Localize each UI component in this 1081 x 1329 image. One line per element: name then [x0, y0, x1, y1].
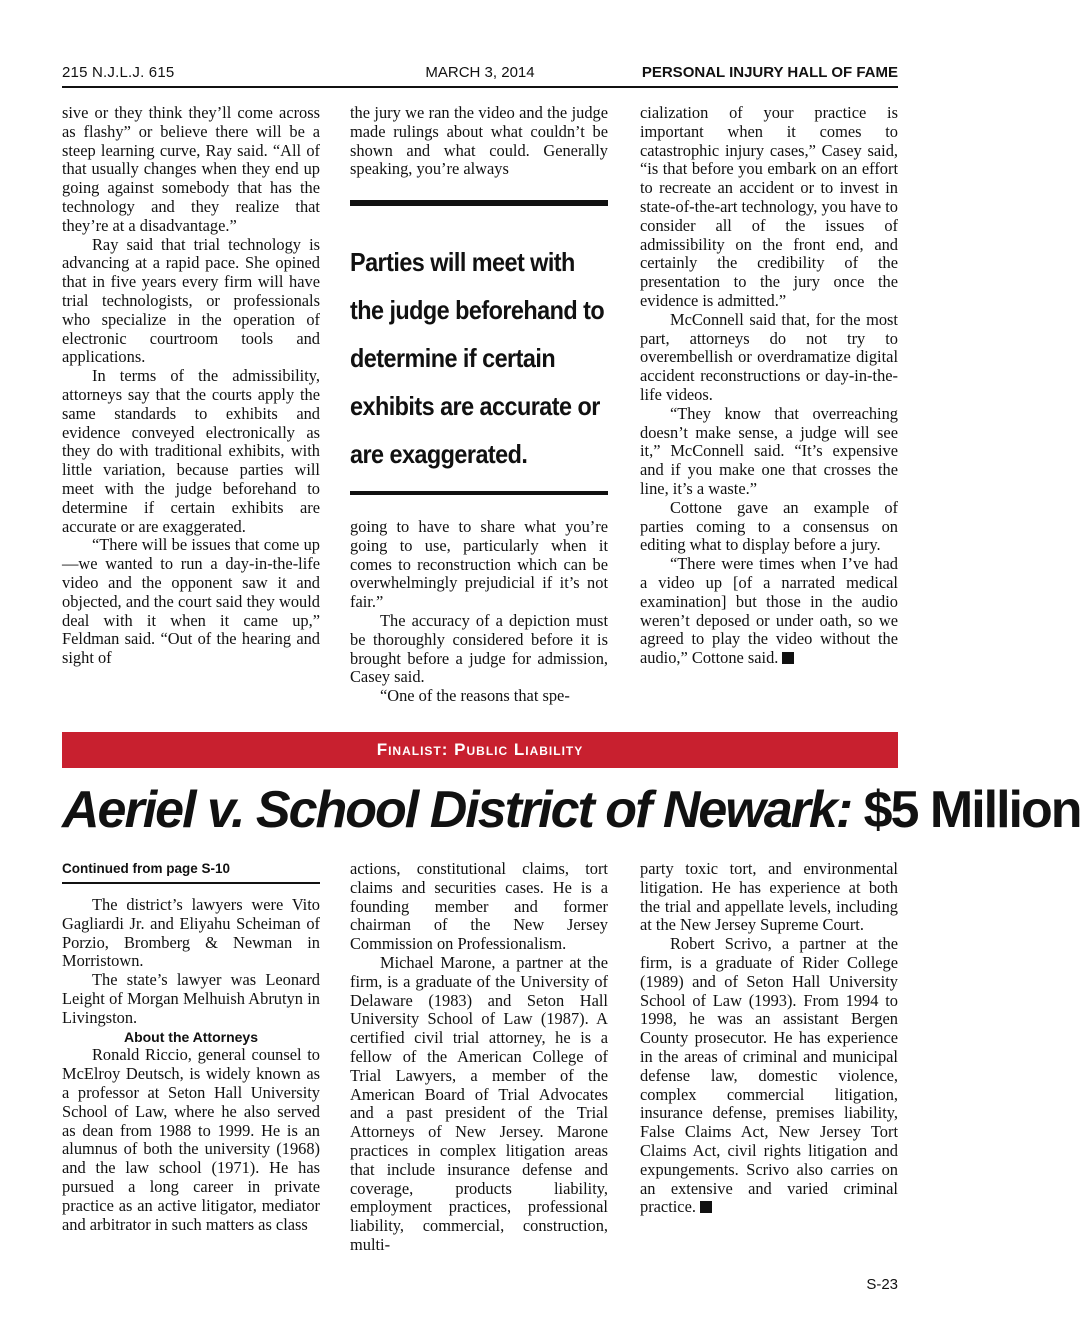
pull-quote-rule-bottom	[350, 491, 608, 495]
paragraph: The district’s lawyers were Vito Gagliardi Jr. and Eliyahu Scheiman of Porzio, Bromberg & Newman in Morristown.	[62, 895, 320, 971]
bottom-column-2	[350, 860, 608, 1255]
citation: 215 N.J.L.J. 615	[62, 64, 175, 81]
paragraph: cialization of your practice is important when it comes to catastrophic injury cases,” Casey said, “is that before you embark on an effort to recreate an accident or to invest in state-of-the-art technology, you have to consider all of the issues of admissibility on the front end, and certainly the credibility of the presentation to the jury once the evidence is admitted.”	[640, 103, 898, 310]
paragraph: In terms of the admissibility, attorneys say that the courts apply the same standards to exhibits and evidence conveyed electronically as they do with traditional exhibits, with little variation, because parties will meet with the judge beforehand to determine if certain exhibits are accurate or are exaggerated.	[62, 366, 320, 536]
paragraph: Cottone gave an example of parties coming to a consensus on editing what to display before a jury.	[640, 497, 898, 555]
top-column-1	[62, 104, 320, 668]
paragraph: The state’s lawyer was Leonard Leight of Morgan Melhuish Abrutyn in Livingston.	[62, 970, 320, 1027]
paragraph: the jury we ran the video and the judge made rulings about what couldn’t be shown and what could. Generally speaking, you’re always	[350, 103, 608, 179]
paragraph: actions, constitutional claims, tort claims and securities cases. He is a founding member and former chairman of the New Jersey Commission on Professionalism.	[350, 859, 608, 954]
headline-amount: $5 Million	[863, 781, 1081, 839]
running-header	[62, 64, 898, 86]
article-headline	[62, 778, 1081, 842]
top-column-2-lower	[350, 518, 608, 706]
end-mark-icon	[782, 652, 794, 664]
paragraph: going to have to share what you’re going to use, particularly when it comes to reconstruction which can be overwhelmingly prejudicial if it’s not fair.”	[350, 517, 608, 612]
paragraph: McConnell said that, for the most part, attorneys do not try to overembellish or overdramatize digital accident reconstructions or day-in-the-life videos.	[640, 309, 898, 404]
page-number: S-23	[866, 1276, 898, 1293]
paragraph: Ray said that trial technology is advancing at a rapid pace. She opined that in five years every firm will have trial technologists, or professionals who specialize in the operation of electronic courtroom tools and applications.	[62, 234, 320, 367]
category-banner: Finalist: Public Liability	[62, 732, 898, 768]
paragraph: Michael Marone, a partner at the firm, is a graduate of the University of Delaware (1983) and Seton Hall University School of Law (1987). A certified civil trial attorney, he is a fellow of the American College of Trial Lawyers, a member of the American Board of Trial Advocates and a past president of the Trial Attorneys of New Jersey. Marone practices in complex litigation areas that include insurance defense and coverage, products liability, employment practices, professional liability, commercial, construction, multi-	[350, 952, 608, 1254]
pull-quote-text: Parties will meet with the judge beforehand to determine if certain exhibits are accurate or are exaggerated.	[350, 247, 605, 469]
top-column-2-upper	[350, 104, 608, 179]
section-title: PERSONAL INJURY HALL OF FAME	[641, 64, 898, 81]
paragraph: “They know that overreaching doesn’t make sense, a judge will see it,” McConnell said. “It’s expensive and if you make one that crosses the line, it’s a waste.”	[640, 403, 898, 498]
paragraph: The accuracy of a depiction must be thoroughly considered before it is brought before a judge for admission, Casey said.	[350, 610, 608, 687]
paragraph: “There will be issues that come up—we wanted to run a day-in-the-life video and the opponent saw it and objected, and the court said they would deal with it when it came up,” Feldman said. “Out of the hearing and sight of	[62, 535, 320, 668]
header-rule	[62, 86, 898, 88]
pull-quote-rule-top	[350, 200, 608, 206]
paragraph-last	[640, 935, 898, 1217]
paragraph-text: Robert Scrivo, a partner at the firm, is a graduate of Rider College (1989) and of Seton Hall University School of Law (1993). From 1994 to 1998, he was an assistant Bergen County prosecutor. He has experience in the areas of criminal and municipal defense law, domestic violence, complex commercial litigation, insurance defense, premises liability, False Claims Act, New Jersey Tort Claims Act, civil rights litigation and expungements. Scrivo also carries on an extensive and varied criminal practice.	[640, 934, 898, 1217]
paragraph: Ronald Riccio, general counsel to McElroy Deutsch, is widely known as a professor at Seton Hall University School of Law, where he also served as dean from 1988 to 1999. He is an alumnus of both the university (1968) and the law school (1971). He has pursued a long career in private practice as an active litigator, mediator and arbitrator in such matters as class	[62, 1045, 320, 1234]
continued-from-label: Continued from page S-10	[62, 860, 320, 884]
issue-date: MARCH 3, 2014	[425, 64, 535, 81]
top-column-3	[640, 104, 898, 668]
bottom-column-1	[62, 860, 320, 1234]
paragraph: party toxic tort, and environmental litigation. He has experience at both the trial and appellate levels, including at the New Jersey Supreme Court.	[640, 859, 898, 935]
bottom-column-3	[640, 860, 898, 1217]
paragraph-text: “There were times when I’ve had a video up [of a narrated medical examination] but those in the audio weren’t deposed or under oath, so we agreed to play the video without the audio,” Cottone said.	[640, 554, 898, 668]
subhead: About the Attorneys	[123, 1028, 259, 1045]
paragraph: sive or they think they’ll come across as flashy” or believe there will be a steep learning curve, Ray said. “All of that usually changes when they end up going against somebody that has the technology and they realize that they’re at a disadvantage.”	[62, 103, 320, 235]
headline-case: Aeriel v. School District of Newark:	[62, 781, 852, 839]
paragraph-last	[640, 555, 898, 668]
paragraph: “One of the reasons that spe-	[380, 686, 570, 706]
pull-quote	[350, 200, 608, 496]
end-mark-icon	[700, 1201, 712, 1213]
